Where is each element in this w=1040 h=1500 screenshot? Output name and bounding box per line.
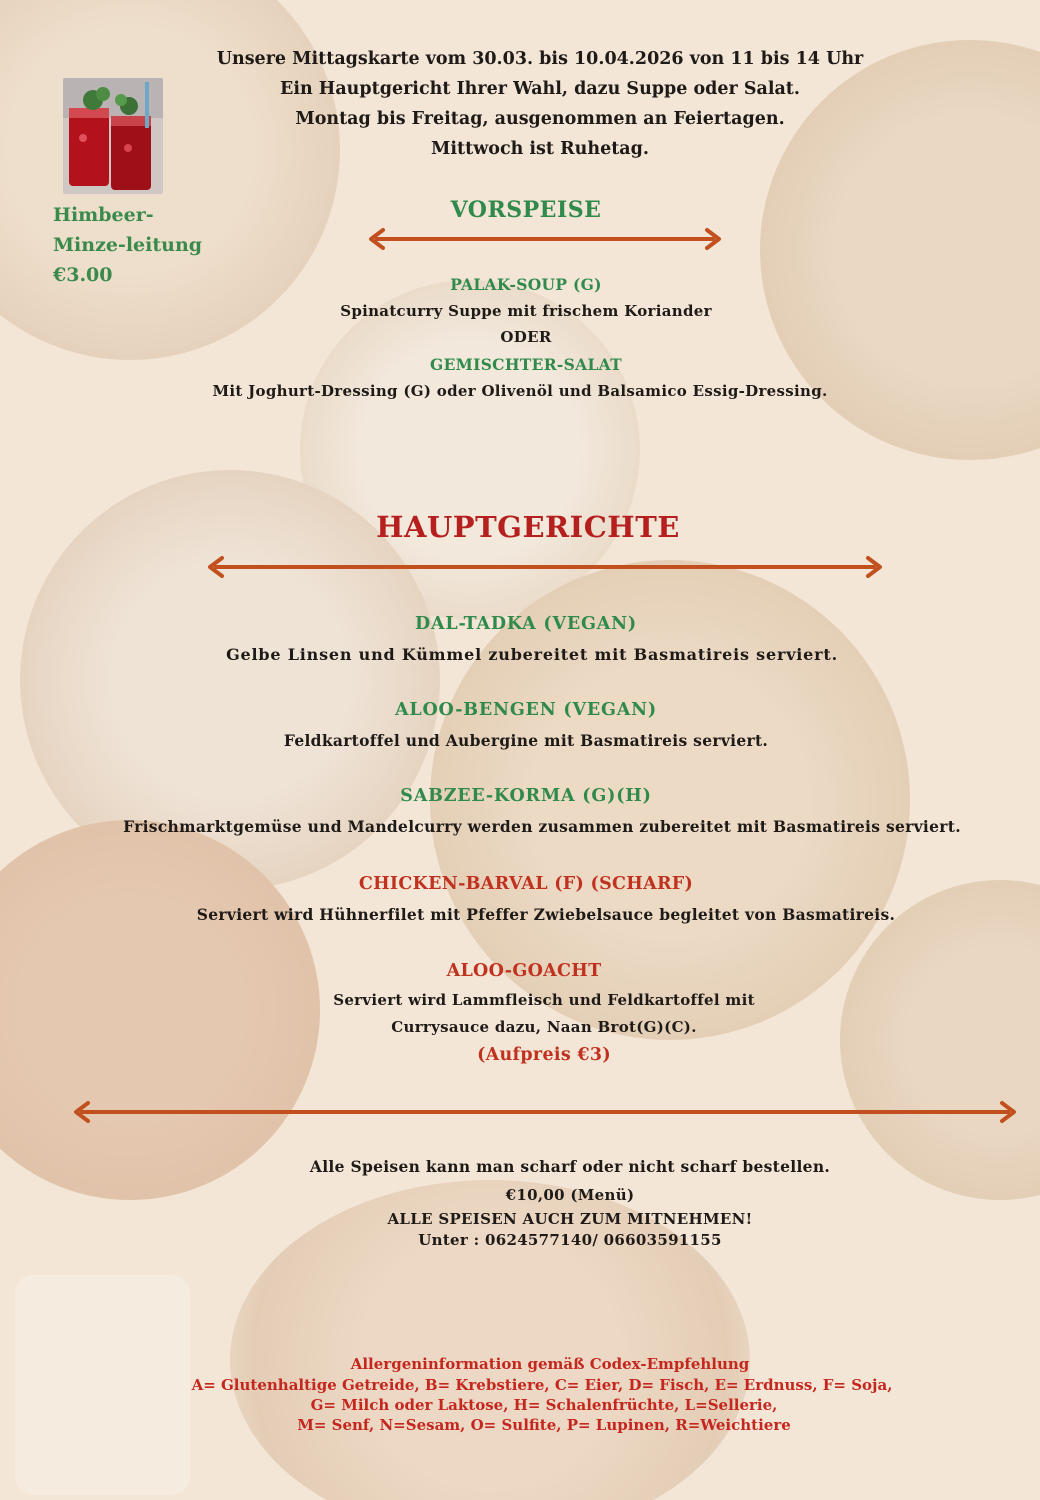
dish-dal-tadka-desc: Gelbe Linsen und Kümmel zubereitet mit Basmatireis serviert. — [226, 645, 838, 664]
intro-line-offer: Ein Hauptgericht Ihrer Wahl, dazu Suppe oder Salat. — [279, 79, 800, 99]
drink-name-line2: Minze-leitung — [53, 234, 203, 256]
allergen-line-2: G= Milch oder Laktose, H= Schalenfrüchte, L=Sellerie, — [310, 1396, 778, 1414]
footer-menu-price: €10,00 (Menü) — [505, 1186, 635, 1204]
dish-aloo-goacht-desc-line1: Serviert wird Lammfleisch und Feldkartoffel mit — [333, 991, 755, 1009]
dish-dal-tadka-name: DAL-TADKA (VEGAN) — [414, 614, 637, 634]
dish-sabzee-korma-desc: Frischmarktgemüse und Mandelcurry werden zusammen zubereitet mit Basmatireis serviert. — [123, 817, 961, 836]
dish-sabzee-korma-name: SABZEE-KORMA (G)(H) — [400, 786, 652, 806]
double-arrow-icon — [365, 226, 725, 252]
starter-salad-desc: Mit Joghurt-Dressing (G) oder Olivenöl und Balsamico Essig-Dressing. — [212, 382, 828, 400]
starter-salad-name: GEMISCHTER-SALAT — [430, 355, 622, 374]
starter-palak-soup-desc: Spinatcurry Suppe mit frischem Koriander — [340, 302, 712, 320]
double-arrow-icon — [204, 554, 886, 580]
dish-chicken-barval-name: CHICKEN-BARVAL (F) (SCHARF) — [358, 874, 694, 894]
allergen-line-1: A= Glutenhaltige Getreide, B= Krebstiere, C= Eier, D= Fisch, E= Erdnuss, F= Soja, — [191, 1376, 893, 1394]
allergen-title: Allergeninformation gemäß Codex-Empfehlung — [350, 1355, 750, 1373]
drink-name-line1: Himbeer- — [53, 204, 154, 226]
footer-takeaway: ALLE SPEISEN AUCH ZUM MITNEHMEN! — [387, 1210, 753, 1228]
starter-palak-soup-name: PALAK-SOUP (G) — [450, 275, 602, 294]
main-courses-title: HAUPTGERICHTE — [376, 510, 680, 544]
dish-aloo-goacht-surcharge: (Aufpreis €3) — [477, 1045, 611, 1065]
dish-aloo-bengen-name: ALOO-BENGEN (VEGAN) — [395, 700, 657, 720]
dish-chicken-barval-desc: Serviert wird Hühnerfilet mit Pfeffer Zwiebelsauce begleitet von Basmatireis. — [196, 905, 896, 924]
raspberry-mint-drink-image — [63, 78, 163, 194]
allergen-line-3: M= Senf, N=Sesam, O= Sulfite, P= Lupinen, R=Weichtiere — [297, 1416, 791, 1434]
intro-line-dates: Unsere Mittagskarte vom 30.03. bis 10.04.2026 von 11 bis 14 Uhr — [216, 49, 864, 69]
dish-aloo-goacht-desc-line2: Currysauce dazu, Naan Brot(G)(C). — [391, 1018, 697, 1036]
intro-line-days: Montag bis Freitag, ausgenommen an Feiertagen. — [295, 109, 785, 129]
drink-price: €3.00 — [53, 264, 113, 286]
starter-or-label: ODER — [500, 328, 552, 346]
dish-aloo-bengen-desc: Feldkartoffel und Aubergine mit Basmatireis serviert. — [283, 731, 769, 750]
footer-phone: Unter : 0624577140/ 06603591155 — [418, 1231, 722, 1249]
dish-aloo-goacht-name: ALOO-GOACHT — [446, 961, 602, 981]
vorspeise-title: VORSPEISE — [450, 197, 602, 223]
double-arrow-icon — [70, 1099, 1020, 1125]
intro-line-closed: Mittwoch ist Ruhetag. — [431, 139, 649, 159]
footer-spicy-note: Alle Speisen kann man scharf oder nicht scharf bestellen. — [309, 1157, 831, 1176]
drink-special — [53, 78, 223, 290]
